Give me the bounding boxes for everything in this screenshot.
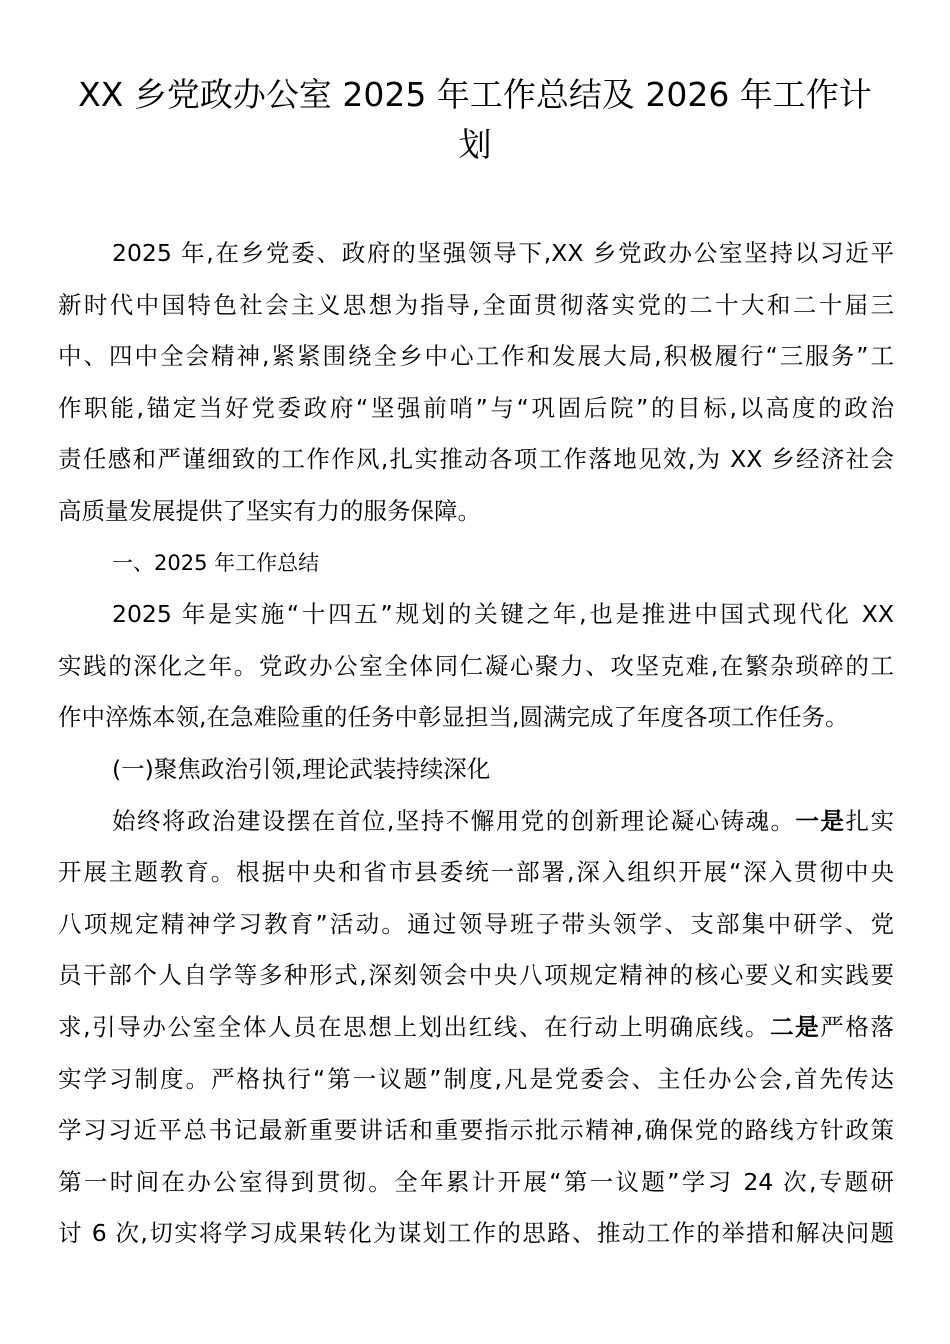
intro-paragraph <box>58 228 894 538</box>
text-line: 实学习制度。严格执行“第一议题”制度,凡是党委会、主任办公会,首先传达 <box>58 1064 894 1093</box>
text-line: 八项规定精神学习教育”活动。通过领导班子带头领学、支部集中研学、党 <box>58 909 894 938</box>
text-line <box>58 796 894 848</box>
text-line: 中、四中全会精神,紧紧围绕全乡中心工作和发展大局,积极履行“三服务”工 <box>58 342 894 371</box>
text-line: 学习习近平总书记最新重要讲话和重要指示批示精神,确保党的路线方针政策 <box>58 1116 894 1145</box>
text-run: 严格落 <box>820 1012 894 1041</box>
text-line: 开展主题教育。根据中央和省市县委统一部署,深入组织开展“深入贯彻中央 <box>58 858 894 887</box>
document-body <box>58 228 894 1260</box>
text-line: 员干部个人自学等多种形式,深刻领会中央八项规定精神的核心要义和实践要 <box>58 961 894 990</box>
emphasis-first: 一是 <box>795 806 846 835</box>
text-line: 新时代中国特色社会主义思想为指导,全面贯彻落实党的二十大和二十届三 <box>58 290 894 319</box>
text-line: 第一时间在办公室得到贯彻。全年累计开展“第一议题”学习 24 次,专题研 <box>58 1167 894 1196</box>
text-line <box>58 1002 894 1054</box>
title-line: 划 <box>458 125 492 164</box>
subsection-heading: (一)聚焦政治引领,理论武装持续深化 <box>112 754 491 783</box>
section-heading: 一、2025 年工作总结 <box>112 550 320 575</box>
text-line: 作中淬炼本领,在急难险重的任务中彰显担当,圆满完成了年度各项工作任务。 <box>58 703 849 732</box>
text-line: 2025 年是实施“十四五”规划的关键之年,也是推进中国式现代化 XX <box>112 600 894 629</box>
political-guidance-paragraph <box>58 796 894 1260</box>
text-run: 始终将政治建设摆在首位,坚持不懈用党的创新理论凝心铸魂。 <box>112 806 796 835</box>
document-title <box>40 70 910 170</box>
text-line: 讨 6 次,切实将学习成果转化为谋划工作的思路、推动工作的举措和解决问题 <box>58 1219 894 1248</box>
text-line: 责任感和严谨细致的工作作风,扎实推动各项工作落地见效,为 XX 乡经济社会 <box>58 445 894 474</box>
text-line: 实践的深化之年。党政办公室全体同仁凝心聚力、攻坚克难,在繁杂琐碎的工 <box>58 651 894 680</box>
title-line: XX 乡党政办公室 2025 年工作总结及 2026 年工作计 <box>78 75 872 114</box>
text-run: 求,引导办公室全体人员在思想上划出红线、在行动上明确底线。 <box>58 1012 771 1041</box>
summary-paragraph <box>58 589 894 744</box>
text-line: 2025 年,在乡党委、政府的坚强领导下,XX 乡党政办公室坚持以习近平 <box>112 239 894 267</box>
emphasis-second: 二是 <box>770 1012 821 1041</box>
text-run: 扎实 <box>845 806 894 835</box>
text-line: 高质量发展提供了坚实有力的服务保障。 <box>58 496 481 525</box>
text-line: 作职能,锚定当好党委政府“坚强前哨”与“巩固后院”的目标,以高度的政治 <box>58 393 894 422</box>
